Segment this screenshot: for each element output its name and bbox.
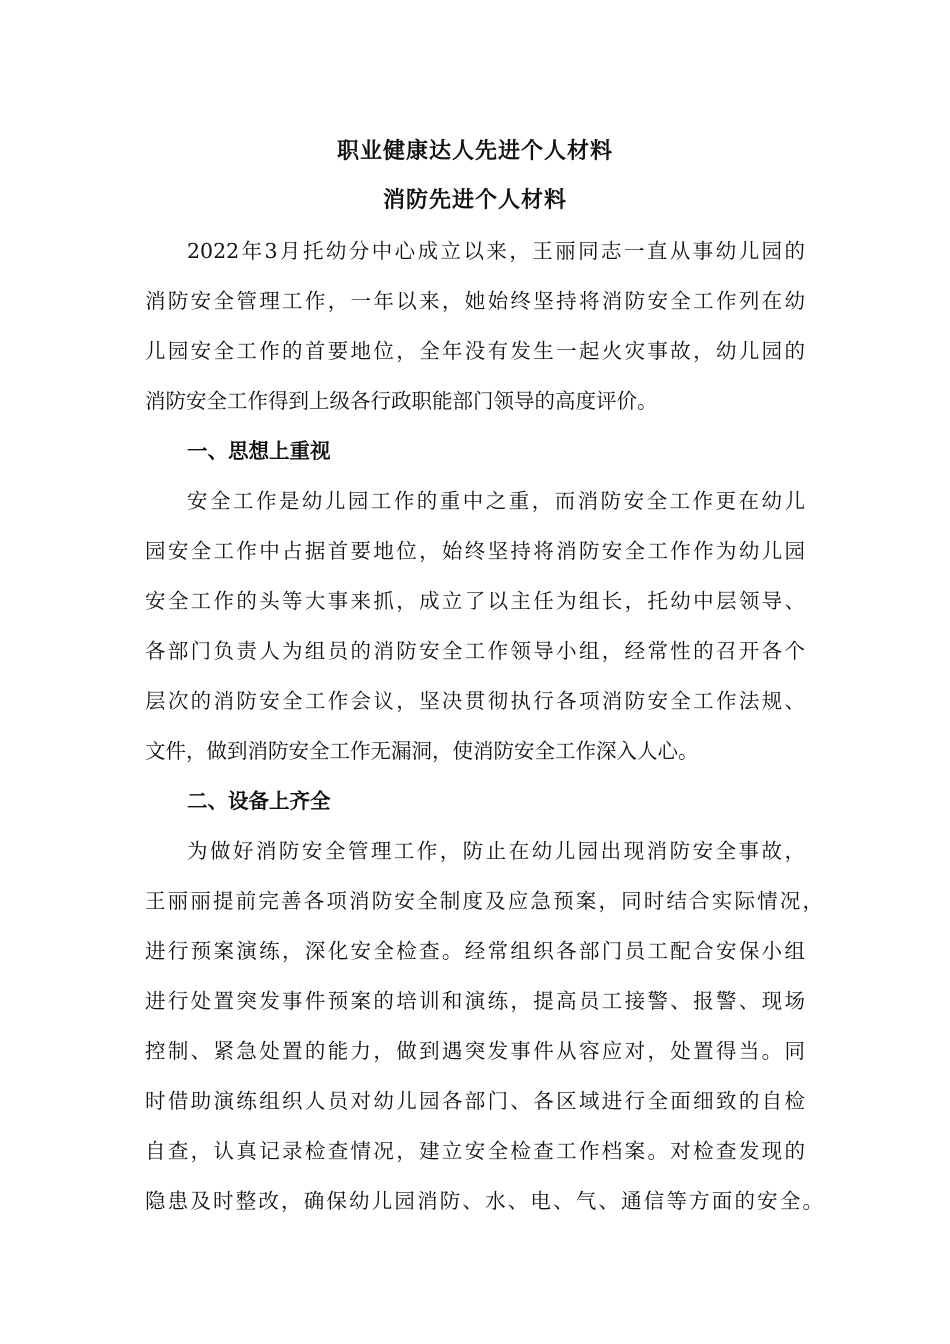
document-title: 职业健康达人先进个人材料 bbox=[336, 139, 613, 164]
paragraph-line: 园安全工作中占据首要地位，始终坚持将消防安全工作作为幼儿园 bbox=[145, 539, 805, 563]
paragraph-line: 隐患及时整改，确保幼儿园消防、水、电、气、通信等方面的安全。 bbox=[145, 1189, 823, 1213]
paragraph-line: 自查，认真记录检查情况，建立安全检查工作档案。对检查发现的 bbox=[145, 1139, 805, 1163]
paragraph-line: 控制、紧急处置的能力，做到遇突发事件从容应对，处置得当。同 bbox=[145, 1039, 805, 1063]
paragraph-line: 文件，做到消防安全工作无漏洞，使消防安全工作深入人心。 bbox=[145, 739, 699, 763]
paragraph-line: 进行处置突发事件预案的培训和演练，提高员工接警、报警、现场 bbox=[145, 989, 805, 1013]
paragraph-line: 进行预案演练，深化安全检查。经常组织各部门员工配合安保小组 bbox=[145, 939, 805, 963]
paragraph-line: 儿园安全工作的首要地位，全年没有发生一起火灾事故，幼儿园的 bbox=[145, 339, 805, 363]
paragraph-line: 2022年3月托幼分中心成立以来，王丽同志一直从事幼儿园的 bbox=[187, 239, 805, 263]
paragraph-line: 安全工作的头等大事来抓，成立了以主任为组长，托幼中层领导、 bbox=[145, 589, 805, 613]
section-heading: 二、设备上齐全 bbox=[187, 789, 331, 813]
section-heading: 一、思想上重视 bbox=[187, 439, 331, 463]
paragraph-line: 为做好消防安全管理工作，防止在幼儿园出现消防安全事故， bbox=[187, 839, 805, 863]
paragraph-line: 各部门负责人为组员的消防安全工作领导小组，经常性的召开各个 bbox=[145, 639, 805, 663]
paragraph-line: 消防安全工作得到上级各行政职能部门领导的高度评价。 bbox=[145, 389, 658, 413]
document-subtitle: 消防先进个人材料 bbox=[382, 188, 567, 213]
paragraph-line: 消防安全管理工作，一年以来，她始终坚持将消防安全工作列在幼 bbox=[145, 289, 805, 313]
paragraph-line: 时借助演练组织人员对幼儿园各部门、各区域进行全面细致的自检 bbox=[145, 1089, 805, 1113]
paragraph-line: 层次的消防安全工作会议，坚决贯彻执行各项消防安全工作法规、 bbox=[145, 689, 805, 713]
paragraph-line: 王丽丽提前完善各项消防安全制度及应急预案，同时结合实际情况， bbox=[145, 889, 823, 913]
paragraph-line: 安全工作是幼儿园工作的重中之重，而消防安全工作更在幼儿 bbox=[187, 489, 805, 513]
